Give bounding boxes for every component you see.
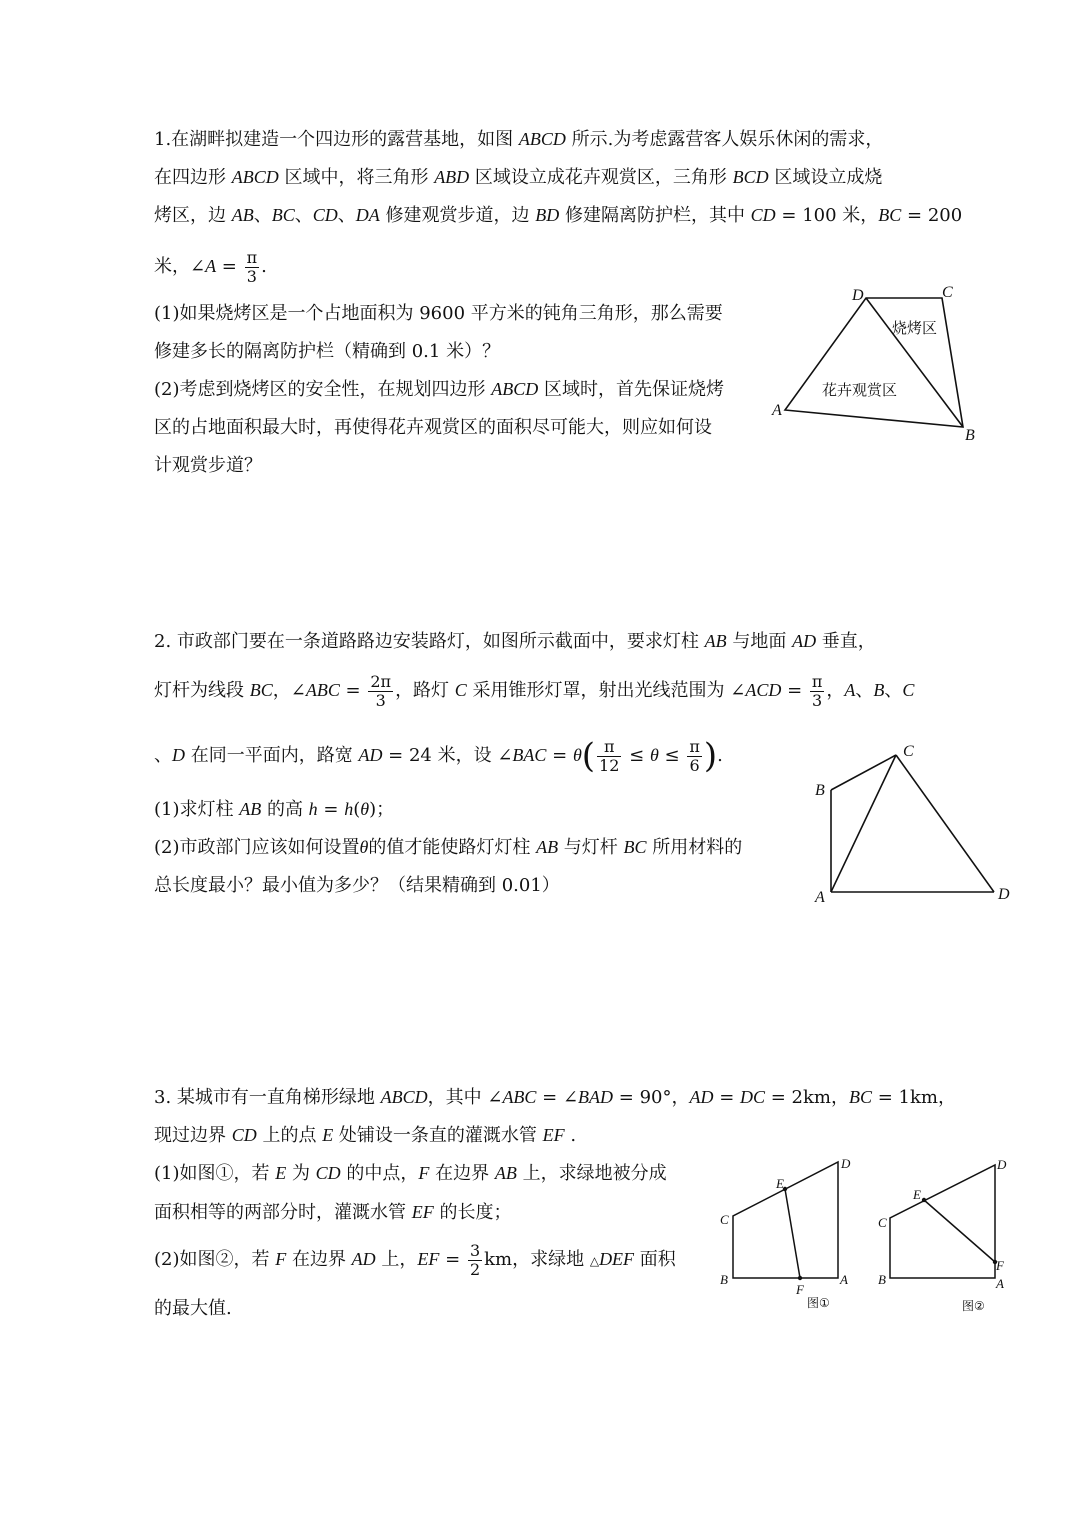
pipe-ef-fig1 (785, 1189, 800, 1278)
p2-point: B (873, 680, 885, 700)
p2-text: = (317, 799, 345, 820)
p3-text: . (564, 1125, 577, 1146)
fraction-numerator: π (246, 247, 258, 267)
p3-text: = (713, 1087, 741, 1108)
p2-text: (2)市政部门应该如何设置 (154, 837, 360, 858)
p3-text: 3. 某城市有一直角梯形绿地 (154, 1087, 381, 1108)
p2-seg: AD (358, 745, 383, 765)
fraction-denominator: 6 (689, 755, 700, 775)
vertex-label-a: A (772, 402, 782, 419)
p2-var: h (344, 799, 354, 819)
p2-text: = 24 米，设 (382, 745, 498, 766)
p2-text: . (717, 745, 723, 766)
p3-text: (1)如图①，若 (154, 1163, 276, 1184)
p1-text: = 200 (901, 205, 963, 226)
p1-seg: CD (312, 205, 338, 225)
p2-text: ≤ (658, 745, 686, 766)
p2-text: ， (826, 680, 845, 701)
p2-seg: AD (792, 631, 817, 651)
fraction-denominator: 12 (599, 755, 620, 775)
p3-text: km，求绿地 (484, 1249, 590, 1270)
p3-quad-name: ABCD (380, 1087, 428, 1107)
p3-triangle-def: DEF (599, 1249, 635, 1269)
p2-seg: BC (623, 837, 647, 857)
p2-text: 灯杆为线段 (154, 680, 250, 701)
point-f-fig1 (798, 1276, 802, 1280)
p2-text: ( (353, 799, 361, 820)
p1-text: 、 (337, 205, 356, 226)
p3-text: = 90°， (613, 1087, 690, 1108)
p3-text: = (536, 1087, 563, 1108)
vertex-label-b: B (815, 782, 825, 799)
fraction-denominator: 3 (246, 266, 257, 286)
p3-point: E (275, 1163, 287, 1183)
p2-seg: AB (536, 837, 559, 857)
figure-3-2 (878, 1157, 1007, 1313)
p3-text: = 2km， (765, 1087, 849, 1108)
p3-text: 上， (375, 1249, 418, 1270)
p1-q2-line: 区的占地面积最大时，再使得花卉观赏区的面积尽可能大，则应如何设 (154, 417, 712, 438)
p1-q1-line: 修建多长的隔离防护栏（精确到 0.1 米）？ (154, 341, 501, 362)
p2-text: 垂直， (816, 631, 876, 652)
p1-q2-line: 计观赏步道？ (154, 455, 262, 476)
p1-text: 米， (154, 256, 190, 277)
fraction-numerator: π (689, 736, 700, 756)
figure-caption-2: 图② (962, 1299, 985, 1313)
p1-text: 烤区，边 (154, 205, 232, 226)
p3-text: 的长度； (433, 1202, 512, 1223)
p3-seg: EF (411, 1202, 434, 1222)
p2-point: C (454, 680, 467, 700)
p2-text: 、 (855, 680, 874, 701)
vertex-label-c: C (942, 284, 953, 301)
p3-text: 上的点 (256, 1125, 323, 1146)
p1-text: (2)考虑到烧烤区的安全性，在规划四边形 (154, 379, 492, 400)
p2-text: ，路灯 (395, 680, 455, 701)
p2-text: 与灯杆 (558, 837, 624, 858)
p2-theta: θ (649, 745, 659, 765)
p2-text: 2. 市政部门要在一条道路路边安装路灯，如图所示截面中，要求灯柱 (154, 631, 705, 652)
vertex-label-d: D (997, 1157, 1007, 1172)
p1-text: 1.在湖畔拟建造一个四边形的露营基地，如图 (154, 129, 519, 150)
p2-text: 、 (884, 680, 903, 701)
vertex-label-c: C (903, 743, 914, 760)
right-paren: ) (703, 736, 718, 776)
p3-text: 现过边界 (154, 1125, 232, 1146)
fraction-numerator: 3 (469, 1240, 481, 1260)
fraction-denominator: 2 (469, 1259, 481, 1279)
p2-text: = (781, 680, 808, 701)
p2-text: )； (369, 799, 395, 820)
vertex-label-e: E (913, 1187, 921, 1202)
left-paren: ( (581, 736, 596, 776)
p2-text: = (546, 745, 573, 766)
vertex-label-a: A (815, 889, 825, 906)
p3-seg: CD (315, 1163, 341, 1183)
p2-theta: θ (359, 837, 369, 857)
p3-point: E (322, 1125, 334, 1145)
zone-label-flower: 花卉观赏区 (822, 381, 898, 399)
p1-quad-name: ABCD (491, 379, 539, 399)
vertex-label-d: D (841, 1156, 851, 1171)
p1-text: 区域设立成烧 (768, 167, 883, 188)
vertex-label-b: B (965, 427, 975, 444)
p1-seg: BD (535, 205, 560, 225)
p3-text: = (439, 1249, 466, 1270)
p3-seg: AD (351, 1249, 376, 1269)
p2-theta: θ (572, 745, 582, 765)
p1-seg: BC (878, 205, 902, 225)
p2-text: 在同一平面内，路宽 (185, 745, 359, 766)
p3-seg: DC (740, 1087, 766, 1107)
p2-var: h (308, 799, 318, 819)
point-e-fig2 (922, 1198, 926, 1202)
p1-text: = 100 米， (775, 205, 879, 226)
triangle-symbol: △ (589, 1254, 600, 1268)
p1-seg: BC (271, 205, 295, 225)
pipe-ef-fig2 (924, 1200, 995, 1262)
p1-text: 区域中，将三角形 (278, 167, 435, 188)
p1-text: 修建隔离防护栏，其中 (559, 205, 751, 226)
p3-text: 的中点， (340, 1163, 419, 1184)
p3-text: 处铺设一条直的灌溉水管 (333, 1125, 543, 1146)
vertex-label-e: E (776, 1176, 784, 1191)
vertex-label-d: D (852, 287, 864, 304)
vertex-label-f: F (796, 1282, 804, 1297)
p3-text: 面积 (634, 1249, 676, 1270)
fraction-numerator: π (597, 738, 621, 757)
p1-text: 区域时，首先保证烧烤 (538, 379, 724, 400)
trapezoid-abcd-fig2 (890, 1165, 995, 1278)
vertex-label-c: C (878, 1215, 887, 1230)
figure-caption-1: 图① (807, 1296, 830, 1310)
vertex-label-b: B (720, 1272, 728, 1287)
p1-text: = (216, 256, 243, 277)
p3-text: = 1km， (872, 1087, 956, 1108)
p1-triangle-bcd: BCD (732, 167, 769, 187)
vertex-label-a: A (996, 1276, 1004, 1291)
p3-point: F (418, 1163, 430, 1183)
p2-theta: θ (360, 799, 370, 819)
p2-seg: AB (704, 631, 727, 651)
p3-text: (2)如图②，若 (154, 1249, 276, 1270)
vertex-label-c: C (720, 1212, 729, 1227)
p1-text: 所示.为考虑露营客人娱乐休闲的需求， (565, 129, 884, 150)
p3-text: 的最大值. (154, 1298, 232, 1319)
p3-text: 上，求绿地被分成 (516, 1163, 667, 1184)
p2-text: (1)求灯柱 (154, 799, 240, 820)
p2-seg: AB (239, 799, 262, 819)
p1-text: 在四边形 (154, 167, 232, 188)
vertex-label-b: B (878, 1272, 886, 1287)
p2-text: ≤ (623, 745, 650, 766)
vertex-label-f: F (996, 1258, 1004, 1273)
p2-point: D (172, 745, 185, 765)
p2-text: = (339, 680, 367, 701)
p2-text: 采用锥形灯罩，射出光线范围为 (466, 680, 731, 701)
p2-seg: BC (249, 680, 273, 700)
p3-seg: BC (848, 1087, 872, 1107)
p2-q2-line: 总长度最小？最小值为多少？（结果精确到 0.01） (154, 875, 560, 896)
p1-seg: DA (355, 205, 380, 225)
trapezoid-abcd-fig1 (733, 1162, 838, 1278)
figure-3-1 (720, 1156, 851, 1310)
p3-seg: AB (494, 1163, 517, 1183)
p3-text: 面积相等的两部分时，灌溉水管 (154, 1202, 412, 1223)
p1-angle-a: ∠A (190, 256, 217, 276)
p1-text: . (261, 256, 267, 277)
vertex-label-d: D (998, 886, 1010, 903)
p1-text: 、 (253, 205, 272, 226)
p3-seg: AD (689, 1087, 714, 1107)
fraction-denominator: 3 (375, 690, 386, 710)
p3-seg: EF (417, 1249, 440, 1269)
fraction-numerator: π (811, 671, 823, 691)
fraction-numerator: 2π (370, 671, 392, 691)
p2-angle-bac: ∠BAC (497, 745, 547, 765)
p2-text: 的值才能使路灯灯柱 (368, 837, 537, 858)
p2-point: C (902, 680, 915, 700)
p1-text: 区域设立成花卉观赏区，三角形 (469, 167, 733, 188)
p3-seg: CD (231, 1125, 257, 1145)
vertex-label-a: A (840, 1272, 848, 1287)
p3-text: 在边界 (429, 1163, 495, 1184)
p3-point: F (275, 1249, 287, 1269)
p2-text: ， (272, 680, 291, 701)
p1-text: 修建观赏步道，边 (379, 205, 536, 226)
p2-text: 与地面 (726, 631, 793, 652)
p2-angle-acd: ∠ACD (730, 680, 782, 700)
p3-text: 在边界 (286, 1249, 352, 1270)
p2-text: 所用材料的 (646, 837, 743, 858)
p1-seg: CD (750, 205, 776, 225)
zone-label-bbq: 烧烤区 (892, 319, 938, 337)
p2-text: 的高 (261, 799, 309, 820)
fraction-denominator: 3 (812, 690, 823, 710)
p1-text: 、 (294, 205, 313, 226)
p3-seg: EF (542, 1125, 565, 1145)
p3-angle-abc: ∠ABC (487, 1087, 537, 1107)
p1-quad-name: ABCD (231, 167, 279, 187)
p3-text: 为 (286, 1163, 316, 1184)
p1-triangle-abd: ABD (434, 167, 470, 187)
p2-point: A (844, 680, 856, 700)
p1-q1-line: (1)如果烧烤区是一个占地面积为 9600 平方米的钝角三角形，那么需要 (154, 303, 723, 324)
p3-text: ，其中 (427, 1087, 488, 1108)
p2-text: 、 (154, 745, 172, 766)
p1-quad-name: ABCD (518, 129, 566, 149)
p3-angle-bad: ∠BAD (562, 1087, 614, 1107)
p1-seg: AB (231, 205, 254, 225)
p2-angle-abc: ∠ABC (290, 680, 340, 700)
